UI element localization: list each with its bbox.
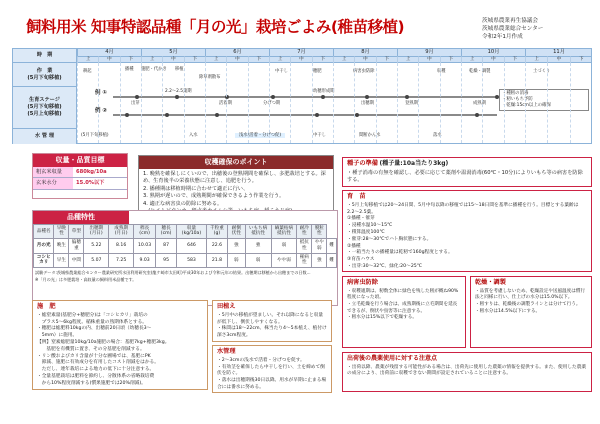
jun-cell: 下	[184, 56, 205, 63]
water-list	[213, 358, 331, 392]
fertilizer-box	[32, 300, 208, 390]
variety-header: 収量(kg/10a)	[177, 224, 207, 238]
variety-cell: 21.8	[206, 253, 227, 267]
list-item: 【例】窒素総肥量10kg/10a施肥の場合：基肥7kg+穂肥3kg。	[37, 340, 170, 345]
dry-list	[471, 289, 591, 316]
variety-cell: 抵抗性	[297, 239, 312, 253]
water-shallow: 浅水(活着・分げつ促)	[235, 133, 285, 138]
grid-line	[354, 63, 355, 143]
water-intermittent: 間断かん水	[359, 133, 381, 138]
variety-title: 品種特性	[33, 211, 129, 224]
variety-cell: 弱	[271, 239, 297, 253]
month-jun: 6月	[205, 49, 269, 56]
yield-row: 粗玄米収量 680kg/10a	[33, 167, 127, 179]
variety-cell: 罹病性	[297, 253, 312, 267]
variety-cell: 早生	[54, 253, 69, 267]
pest-box	[342, 276, 466, 348]
period-label: 時 期	[13, 49, 77, 63]
transplant-box	[212, 300, 332, 342]
stage-rooting: 活着期	[219, 101, 232, 106]
jun-cell: 中	[162, 56, 183, 63]
caution-title: 出荷後の農薬使用に対する注意点	[347, 355, 438, 362]
month-oct: 10月	[461, 49, 525, 56]
list-item: ・籾すりは、乾燥後の調製ラインとは分けて行う。	[475, 302, 581, 308]
variety-cell: 10.03	[134, 239, 156, 253]
list-item: ・催芽:28〜30℃でハト胸状態にする。	[347, 236, 432, 242]
jun-cell: 上	[461, 56, 482, 63]
list-item: ・総窒素量(基肥分+穂肥分)は「コシヒカリ」栽培の	[37, 312, 148, 318]
variety-note-2: ※「月の光」は多肥栽培・高収量の飼料用米品種です。	[35, 277, 137, 283]
jun-cell: 上	[141, 56, 162, 63]
work-topdress: 穂肥	[313, 69, 322, 74]
variety-header: 品種名	[34, 224, 54, 238]
example-2: 例 ②	[95, 108, 108, 114]
dry-title: 乾燥・調製	[475, 279, 506, 286]
list-item: ③育苗ハウス	[347, 257, 375, 263]
created-date: 令和2年1月作成	[482, 33, 523, 40]
work-dry: 乾燥・調製	[469, 69, 491, 74]
variety-cell: やや弱	[312, 239, 327, 253]
grid-line	[205, 63, 206, 143]
variety-header: 脱粒性	[312, 224, 327, 238]
list-item: ・一箱当たりの播種量は乾籾で160g程度とする。	[347, 250, 453, 256]
variety-header: 千粒重(g)	[206, 224, 227, 238]
list-item: ・籾水分は15%以下で乾燥する。	[347, 315, 417, 321]
seed-sub: (種子量:10a当たり3kg)	[379, 160, 449, 167]
list-item: から10%程度削減する(慣果施肥では20%削減)。	[37, 380, 146, 386]
variety-cell: 中間	[69, 253, 84, 267]
jun-cell: 中	[290, 56, 311, 63]
jun-cell: 下	[504, 56, 525, 63]
variety-cell: 9.03	[134, 253, 156, 267]
stage-panicle: 幼穂形成期	[313, 89, 335, 94]
water-note: (5月下旬移植)	[81, 133, 109, 138]
water-flood: 入水	[189, 133, 198, 138]
list-item: ・有効茎を確保したら中干しを行い、土を締めて倒伏を防ぐ。	[217, 364, 325, 377]
list-item: ②播種	[347, 243, 361, 249]
grid-line	[226, 63, 227, 143]
jun-cell: 下	[120, 56, 141, 63]
grid-line	[141, 63, 142, 143]
grid-line	[397, 63, 398, 143]
seed-box	[342, 157, 592, 187]
points-list: 1. 晩熟を確保しにくいので、出穂後の登熟期間を確保し、多肥栽培とする。深め、生育後半の栄養状態に注意し、追肥を行う。 2. 播種期は移植時期に合わせて適正に行い、 3. 熟期が遅いので、成熟期間が確保できるよう作業を行う。 4. 適正な病害虫の防除に努める。	[143, 170, 326, 207]
list-item: ・穂肥は総肥料10kgの内、出穂前20日頃（幼穂長3〜	[37, 326, 152, 332]
organization-info	[482, 18, 594, 41]
variety-header: 出穂期(月日)	[84, 224, 109, 238]
month-apr: 4月	[77, 49, 141, 56]
grid-line	[290, 63, 291, 143]
jun-cell: 下	[440, 56, 461, 63]
org-line-2: 茨城県農業総合センター	[482, 25, 544, 32]
grid-line	[418, 63, 419, 143]
seed-title-row	[343, 158, 591, 170]
grid-line	[312, 63, 313, 143]
nursery-box	[342, 190, 592, 272]
grid-line	[376, 63, 377, 143]
grid-line	[333, 63, 334, 143]
variety-name: 月の光	[34, 239, 54, 253]
grid-line	[570, 63, 571, 143]
list-item: ・浸種水温10〜15℃	[347, 223, 393, 229]
jun-cell: 中	[226, 56, 247, 63]
month-aug: 8月	[333, 49, 397, 56]
transplant-title: 田植え	[217, 303, 236, 310]
work-label: 作 業 (5月下旬移植)	[13, 63, 77, 87]
points-title: 収穫確保のポイント	[139, 156, 333, 169]
caution-box	[342, 352, 592, 392]
jun-cell: 上	[525, 56, 547, 63]
variety-cell: 強	[245, 239, 271, 253]
variety-cell: 646	[177, 239, 207, 253]
stage-emergence: 出芽	[131, 101, 140, 106]
list-item: ・品質を考慮しないため、乾燥設定や送風温度は慣行法と同様に行い、仕上げの水分は15.0%以下。	[475, 288, 586, 301]
variety-cell: 弱	[228, 253, 246, 267]
grid-line	[547, 63, 548, 143]
stage-leaf: 2.2〜2.5葉期	[165, 89, 192, 94]
work-transplant: 移植	[175, 67, 184, 72]
list-item: ・リン酸およびカリ含量が十分な圃場では、基肥にPK	[37, 353, 151, 359]
fertilizer-title: 施 肥	[37, 303, 56, 310]
jun-cell: 中	[547, 56, 569, 63]
variety-header: 耐冷性	[297, 224, 312, 238]
variety-cell: 弱	[245, 253, 271, 267]
jun-cell: 上	[205, 56, 226, 63]
variety-header: 耐倒伏性	[228, 224, 246, 238]
jun-cell: 上	[269, 56, 290, 63]
cultivation-calendar	[12, 48, 592, 144]
water-drop: 落水	[433, 133, 442, 138]
variety-cell: 強	[312, 253, 327, 267]
work-midseason: 中干し	[275, 69, 288, 74]
jun-cell: 上	[77, 56, 98, 63]
jun-cell: 下	[376, 56, 397, 63]
jun-cell: 下	[312, 56, 333, 63]
variety-cell: 8.16	[109, 239, 134, 253]
water-drain: 中干し	[313, 133, 326, 138]
water-label: 水 管 理	[13, 129, 77, 144]
month-may: 5月	[141, 49, 205, 56]
grid-line	[482, 63, 483, 143]
list-item: ・株間は18〜22cm、株当たり4〜5本植え、植付け深さ3cm程度。	[217, 326, 327, 339]
variety-header: 稈長(cm)	[134, 224, 156, 238]
list-item: ・落水は出穂期後30日以降。用水が早期に止まる場合には番水に努める。	[217, 378, 327, 390]
list-item: プラス5〜6kg程度。稲株重量の熟期体系とする。	[37, 319, 147, 325]
jun-cell: 下	[570, 56, 592, 63]
grid-line	[461, 63, 462, 143]
grid-line	[120, 63, 121, 143]
list-item: 5mm）に施用。	[37, 333, 78, 339]
jun-cell: 下	[248, 56, 269, 63]
variety-cell: 5.22	[84, 239, 109, 253]
variety-cell: 偏穂重	[69, 239, 84, 253]
yield-title: 収量・品質目標	[33, 154, 127, 167]
moisture-row: 玄米水分 15.0%以下	[33, 178, 127, 190]
variety-cell: 87	[156, 239, 177, 253]
grid-line	[269, 63, 270, 143]
jun-cell: 上	[397, 56, 418, 63]
month-sep: 9月	[397, 49, 461, 56]
variety-header: 草型	[69, 224, 84, 238]
nursery-list	[343, 203, 591, 271]
work-tilling: 耕起	[83, 69, 92, 74]
grid-line	[184, 63, 185, 143]
list-item: ・立毛乾燥を行う場合は、成熟期後に立毛期間を延長できるが、倒伏や鳥害等に注意する。	[347, 302, 458, 314]
transplant-list	[213, 313, 331, 340]
variety-header: 成熟期(月日)	[109, 224, 134, 238]
list-item: ・収穫適期は、籾数全体に緑色を残した籾が概ね90%程度になった頃。	[347, 288, 459, 301]
caution-text: ・出荷以降、農薬が残留する可能性がある場合は、出荷先に使用した農薬の情報を提供する。また、使用した農薬の成分により、出荷前に収穫できない期間が設定されていることに注意する。	[347, 364, 587, 377]
variety-box	[32, 210, 338, 306]
jun-cell: 中	[482, 56, 503, 63]
variety-header: 早晩性	[54, 224, 69, 238]
list-item: ・全量基肥栽培は肥料を節約し、分散体系の省略栽培費	[37, 374, 155, 380]
work-fertilize: 施肥・代かき	[141, 67, 167, 72]
variety-cell: やや弱	[271, 253, 297, 267]
water-box	[212, 345, 332, 393]
grid-line	[504, 63, 505, 143]
list-item: 基肥を有機質に置き、その分基肥を削減する。	[37, 346, 145, 352]
work-sowing: 播種	[125, 67, 134, 72]
list-item: ・積算温度100℃	[347, 230, 385, 235]
stage-tillering: 分げつ期	[263, 101, 281, 106]
month-nov: 11月	[525, 49, 592, 56]
stage-label: 生育ステージ (5月下旬移植) (5月上旬移植)	[13, 87, 77, 129]
stage-ripening: 登熟期	[405, 101, 418, 106]
fertilizer-list	[33, 313, 207, 388]
variety-name: コシヒカリ	[34, 253, 54, 267]
grid-line	[77, 63, 78, 143]
stage-legend: ・種籾の消毒 ・籾いもち予防 ・乾燥:15cm以上の確保	[499, 89, 589, 111]
water-title: 水管理	[217, 348, 236, 355]
org-line-1: 茨城県農業再生協議会	[482, 18, 538, 24]
dry-box	[470, 276, 592, 348]
list-item: ・2〜3cmの浅水で活着・分げつを促す。	[217, 357, 305, 363]
list-item: ・5月中の移植が望ましい。それ以降になると収量が低下し、倒伏しやすくなる。	[217, 312, 324, 325]
work-soil: 土づくり	[533, 69, 551, 74]
list-item: ・出芽:30〜32℃、緑化:20〜25℃	[347, 264, 423, 270]
variety-cell: 強	[228, 239, 246, 253]
variety-cell: 5.07	[84, 253, 109, 267]
seed-text: ・種子消毒の有無を確認し、必要に応じて薬剤や温湯消毒(60℃・10分)によりいもち等の病害を防除する。	[347, 169, 583, 184]
list-item: ①播種・催芽	[347, 216, 375, 222]
variety-header: 縞葉枯病抵抗性	[271, 224, 297, 238]
variety-table	[33, 224, 337, 268]
month-jul: 7月	[269, 49, 333, 56]
jun-cell: 中	[418, 56, 439, 63]
variety-header: 穂長(cm)	[156, 224, 177, 238]
grid-line	[440, 63, 441, 143]
pest-title: 病害虫防除	[347, 279, 378, 286]
variety-cell: 難	[327, 253, 337, 267]
page-title: 飼料用米 知事特認品種「月の光」栽培ごよみ(稚苗移植)	[26, 18, 405, 36]
jun-cell: 上	[333, 56, 354, 63]
variety-cell: 22.6	[206, 239, 227, 253]
jun-cell: 中	[98, 56, 119, 63]
grid-line	[525, 63, 526, 143]
grid-line	[248, 63, 249, 143]
seed-title: 種子の準備	[347, 160, 378, 167]
yield-box	[32, 153, 128, 199]
list-item: ・籾水分は14.5%以下にする。	[475, 308, 541, 314]
variety-note: 試験データ:茨城県農業総合センター農業研究所水田利用研究室(龍ケ崎市太田町)平成30年および令和元年の結果。出穂期は移植から出穂までの日数...	[35, 270, 311, 276]
work-pest: 病害虫防除	[353, 69, 375, 74]
work-herbicide: 除草剤散布	[199, 75, 221, 80]
jun-cell: 中	[354, 56, 375, 63]
pest-list	[343, 289, 465, 322]
variety-header: いもち病抵抗性	[245, 224, 271, 238]
variety-cell: 95	[156, 253, 177, 267]
stage-heading: 出穂期	[361, 101, 374, 106]
stage-maturity: 成熟期	[473, 101, 486, 106]
nursery-title: 育 苗	[347, 193, 366, 200]
variety-cell: 晩生	[54, 239, 69, 253]
example-1: 例 ①	[95, 90, 108, 96]
variety-cell: 難	[327, 239, 337, 253]
variety-cell: 7.25	[109, 253, 134, 267]
work-harvest: 収穫	[437, 69, 446, 74]
list-item: ・5月上旬移植では20〜24日間、5月中旬以降の移植では15〜18日間を基準に播種を行う。目標とする葉齢は2.2〜2.5葉。	[347, 202, 579, 215]
grid-line	[98, 63, 99, 143]
grid-line	[162, 63, 163, 143]
list-item: ただし、連年栽培による地力の低下に十分注意する。	[37, 367, 155, 373]
variety-cell: 583	[177, 253, 207, 267]
list-item: 節減、施肥に有効成分を有用したコスト削減をはかる。	[37, 360, 159, 366]
